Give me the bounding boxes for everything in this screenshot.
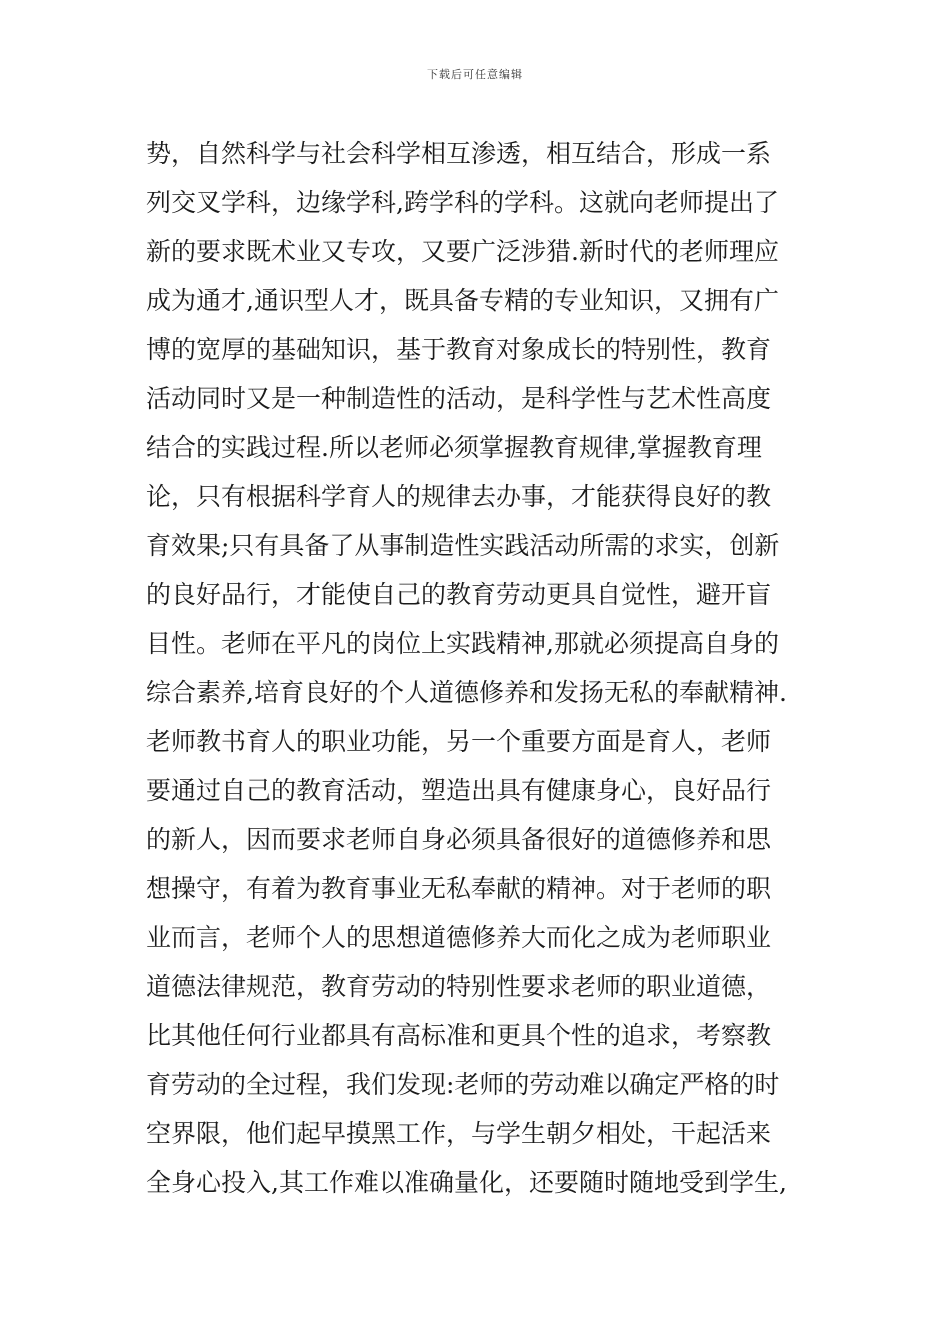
text-line: 列交叉学科，边缘学科,跨学科的学科。这就向老师提出了	[146, 188, 779, 217]
text-line: 比其他任何行业都具有高标准和更具个性的追求，考察教	[146, 1021, 772, 1050]
body-text	[146, 129, 826, 1207]
text-line: 育劳动的全过程，我们发现:老师的劳动难以确定严格的时	[146, 1070, 780, 1099]
text-line: 业而言，老师个人的思想道德修养大而化之成为老师职业	[146, 923, 772, 952]
text-line: 要通过自己的教育活动，塑造出具有健康身心，良好品行	[146, 776, 772, 805]
text-line: 想操守，有着为教育事业无私奉献的精神。对于老师的职	[146, 874, 772, 903]
text-line: 势，自然科学与社会科学相互渗透，相互结合，形成一系	[146, 139, 772, 168]
text-line: 活动同时又是一种制造性的活动，是科学性与艺术性高度	[146, 384, 772, 413]
text-line: 综合素养,培育良好的个人道德修养和发扬无私的奉献精神.	[146, 678, 787, 707]
text-line: 育效果;只有具备了从事制造性实践活动所需的求实，创新	[146, 531, 780, 560]
text-line: 道德法律规范，教育劳动的特别性要求老师的职业道德，	[146, 972, 772, 1001]
text-line: 老师教书育人的职业功能，另一个重要方面是育人，老师	[146, 727, 772, 756]
text-line: 目性。老师在平凡的岗位上实践精神,那就必须提高自身的	[146, 629, 779, 658]
text-line: 博的宽厚的基础知识，基于教育对象成长的特别性，教育	[146, 335, 772, 364]
text-line: 空界限，他们起早摸黑工作，与学生朝夕相处，干起活来	[146, 1119, 772, 1148]
text-line: 的新人，因而要求老师自身必须具备很好的道德修养和思	[146, 825, 772, 854]
text-line: 全身心投入,其工作难以准确量化，还要随时随地受到学生,	[146, 1168, 787, 1197]
header-note: 下载后可任意编辑	[427, 68, 523, 81]
text-line: 的良好品行，才能使自己的教育劳动更具自觉性，避开盲	[146, 580, 772, 609]
text-line: 论，只有根据科学育人的规律去办事，才能获得良好的教	[146, 482, 772, 511]
text-line: 成为通才,通识型人才，既具备专精的专业知识，又拥有广	[146, 286, 779, 315]
text-line: 新的要求既术业又专攻，又要广泛涉猎.新时代的老师理应	[146, 237, 779, 266]
text-line: 结合的实践过程.所以老师必须掌握教育规律,掌握教育理	[146, 433, 762, 462]
